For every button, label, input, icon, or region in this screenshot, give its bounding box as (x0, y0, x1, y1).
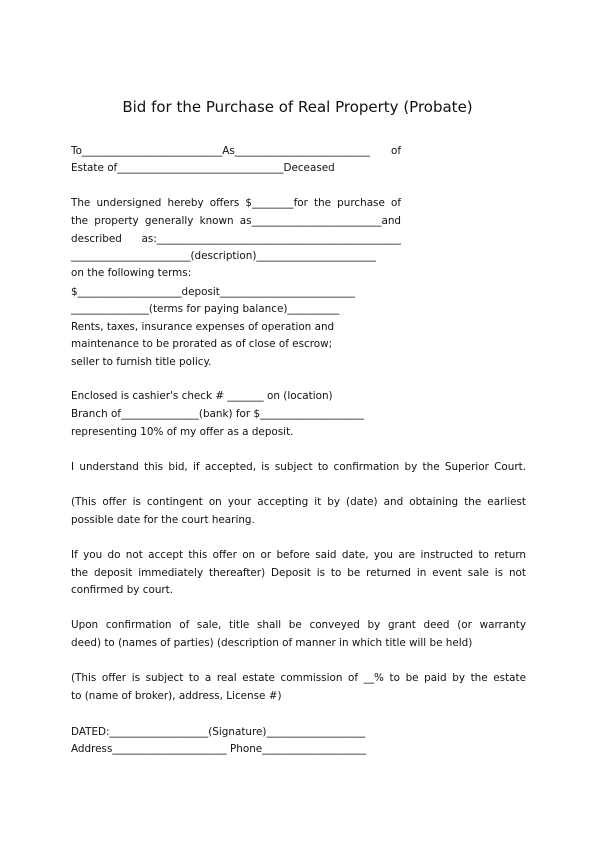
paragraph-commission-line-1: (This offer is subject to a real estate commission of __% to be paid by the estate (71, 672, 526, 684)
line-terms-balance: _______________(terms for paying balance)__________ (71, 303, 340, 315)
line-property-known-as: the property generally known as_________________________and (71, 215, 401, 227)
paragraph-title-conveyed-line-1: Upon confirmation of sale, title shall be conveyed by grant deed (or warranty (71, 619, 526, 631)
line-dated-signature: DATED:___________________(Signature)___________________ (71, 726, 366, 738)
paragraph-commission-line-2: to (name of broker), address, License #) (71, 690, 282, 702)
paragraph-contingent-line-1: (This offer is contingent on your accepting it by (date) and obtaining the earliest (71, 496, 526, 508)
line-described-as: described as:_______________________________________________ (71, 233, 401, 245)
line-terms-intro: on the following terms: (71, 267, 192, 279)
line-description: _______________________(description)_______________________ (71, 250, 376, 262)
line-address-phone: Address______________________ Phone____________________ (71, 743, 367, 755)
paragraph-not-accepted-line-1: If you do not accept this offer on or before said date, you are instructed to return (71, 549, 526, 561)
line-rents-taxes: Rents, taxes, insurance expenses of operation and (71, 321, 335, 333)
paragraph-not-accepted-line-2: the deposit immediately thereafter) Deposit is to be returned in event sale is not (71, 567, 526, 579)
line-to-as-of: To___________________________As__________________________ of (71, 145, 401, 157)
document-title: Bid for the Purchase of Real Property (Probate) (122, 98, 473, 116)
line-deposit: $____________________deposit__________________________ (71, 286, 355, 298)
line-estate-deceased: Estate of________________________________Deceased (71, 162, 335, 174)
line-cashiers-check: Enclosed is cashier's check # _______ on (location) (71, 390, 333, 402)
line-title-policy: seller to furnish title policy. (71, 356, 212, 368)
paragraph-confirmation: I understand this bid, if accepted, is subject to confirmation by the Superior Court. (71, 461, 526, 473)
line-offer-amount: The undersigned hereby offers $________for the purchase of (71, 197, 401, 209)
line-branch-bank: Branch of_______________(bank) for $____________________ (71, 408, 364, 420)
line-maintenance: maintenance to be prorated as of close of escrow; (71, 338, 333, 350)
paragraph-title-conveyed-line-2: deed) to (names of parties) (description of manner in which title will be held) (71, 637, 473, 649)
paragraph-not-accepted-line-3: confirmed by court. (71, 584, 174, 596)
paragraph-contingent-line-2: possible date for the court hearing. (71, 514, 255, 526)
line-deposit-percent: representing 10% of my offer as a deposit. (71, 426, 294, 438)
